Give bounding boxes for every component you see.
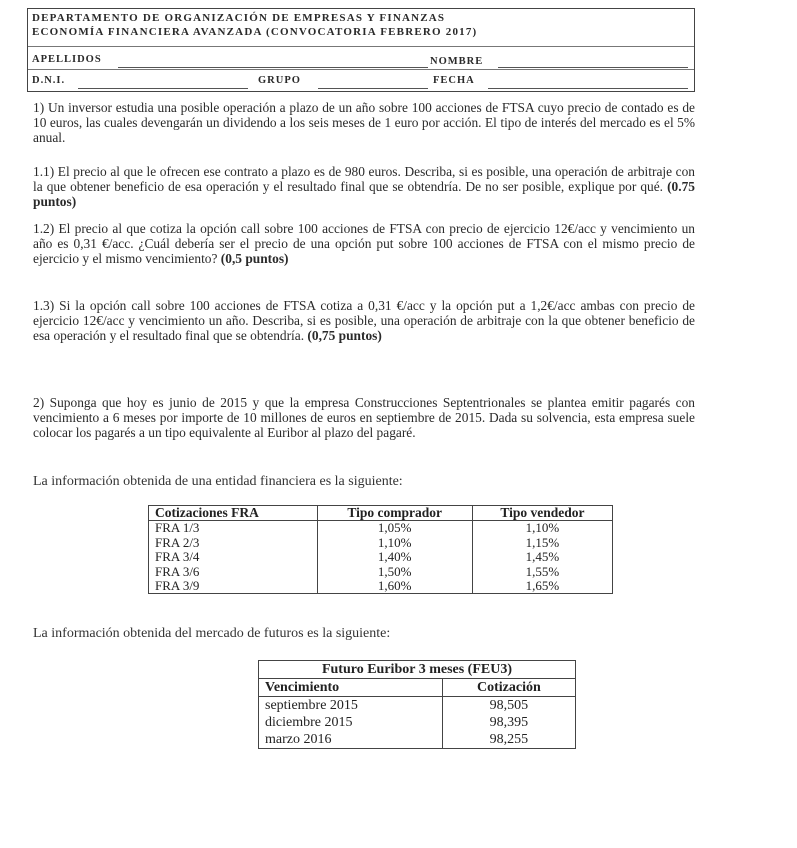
futures-price: 98,255 — [442, 731, 575, 749]
fra-header-row — [149, 506, 613, 521]
futures-price: 98,395 — [442, 714, 575, 731]
fra-name: FRA 1/3 — [149, 521, 318, 536]
futures-caption: Futuro Euribor 3 meses (FEU3) — [259, 661, 576, 679]
table-row — [149, 550, 613, 564]
fra-buy-rate: 1,10% — [317, 536, 472, 550]
fra-buy-rate: 1,60% — [317, 579, 472, 594]
table-row — [259, 731, 576, 749]
fecha-field[interactable] — [488, 88, 688, 89]
table-row — [259, 714, 576, 731]
exam-header — [27, 8, 695, 92]
apellidos-field[interactable] — [118, 67, 428, 68]
table-row — [149, 579, 613, 594]
nombre-field[interactable] — [498, 67, 688, 68]
apellidos-label: APELLIDOS — [32, 54, 102, 65]
futures-intro: La información obtenida del mercado de futuros es la siguiente: — [33, 626, 391, 641]
fra-buy-rate: 1,40% — [317, 550, 472, 564]
futures-maturity: marzo 2016 — [259, 731, 443, 749]
fra-header-comprador: Tipo comprador — [317, 506, 472, 521]
fra-sell-rate: 1,55% — [472, 565, 612, 579]
fra-table — [148, 505, 613, 594]
question-1-2-text: 1.2) El precio al que cotiza la opción call sobre 100 acciones de FTSA con precio de ejercicio 12€/acc y vencimiento un año es 0,31 €/acc. ¿Cuál debería ser el precio de una opción put sobre 100 acciones de FTSA con el mismo precio de ejercicio y el mismo vencimiento? — [33, 221, 695, 266]
fra-name: FRA 3/4 — [149, 550, 318, 564]
fra-header-cotizaciones: Cotizaciones FRA — [149, 506, 318, 521]
question-1-3-points: (0,75 puntos) — [307, 327, 382, 343]
nombre-label: NOMBRE — [430, 56, 484, 67]
question-2-intro: 2) Suponga que hoy es junio de 2015 y que la empresa Construcciones Septentrionales se plantea emitir pagarés con vencimiento a 6 meses por importe de 10 millones de euros en septiembre de 2015. Dada su solvencia, esta empresa suele colocar los pagarés a un tipo equivalente al Euribor al plazo del pagaré. — [33, 395, 695, 440]
fra-sell-rate: 1,10% — [472, 521, 612, 536]
grupo-label: GRUPO — [258, 75, 301, 86]
question-1-intro: 1) Un inversor estudia una posible operación a plazo de un año sobre 100 acciones de FTSA cuyo precio de contado es de 10 euros, las cuales devengarán un dividendo a los seis meses de 1 euro por acción. El tipo de interés del mercado es el 5% anual. — [33, 100, 695, 145]
fra-sell-rate: 1,45% — [472, 550, 612, 564]
grupo-field[interactable] — [318, 88, 428, 89]
dni-field[interactable] — [78, 88, 248, 89]
futures-table — [258, 660, 576, 749]
course-title: ECONOMÍA FINANCIERA AVANZADA (CONVOCATORIA FEBRERO 2017) — [32, 26, 478, 38]
table-row — [149, 521, 613, 536]
question-1-1 — [33, 165, 695, 209]
question-1-3-text: 1.3) Si la opción call sobre 100 acciones de FTSA cotiza a 0,31 €/acc y la opción put a 1,2€/acc ambas con precio de ejercicio 12€/acc y vencimiento un año. Describa, si es posible, una operación de arbitraje con la que obtener beneficio de esa operación y el resultado final que se obtendría. — [33, 298, 695, 343]
table-row — [149, 565, 613, 579]
fecha-label: FECHA — [433, 75, 475, 86]
table-row — [149, 536, 613, 550]
header-divider — [28, 46, 694, 47]
question-1-1-text: 1.1) El precio al que le ofrecen ese contrato a plazo es de 980 euros. Describa, si es posible, una operación de arbitraje con la que obtener beneficio de esa operación y el resultado final que se obtendría. De no ser posible, explique por qué. — [33, 164, 695, 194]
futures-maturity: diciembre 2015 — [259, 714, 443, 731]
fra-sell-rate: 1,15% — [472, 536, 612, 550]
futures-header-row — [259, 679, 576, 697]
futures-header-vencimiento: Vencimiento — [259, 679, 443, 697]
fra-buy-rate: 1,05% — [317, 521, 472, 536]
header-divider-2 — [28, 69, 694, 70]
fra-name: FRA 3/6 — [149, 565, 318, 579]
futures-maturity: septiembre 2015 — [259, 697, 443, 715]
question-1-2-points: (0,5 puntos) — [220, 250, 289, 266]
dni-label: D.N.I. — [32, 75, 66, 86]
fra-header-vendedor: Tipo vendedor — [472, 506, 612, 521]
fra-name: FRA 2/3 — [149, 536, 318, 550]
question-1-3 — [33, 299, 695, 343]
department-title: DEPARTAMENTO DE ORGANIZACIÓN DE EMPRESAS Y FINANZAS — [32, 12, 446, 24]
fra-buy-rate: 1,50% — [317, 565, 472, 579]
fra-intro: La información obtenida de una entidad financiera es la siguiente: — [33, 474, 403, 489]
futures-caption-row — [259, 661, 576, 679]
fra-sell-rate: 1,65% — [472, 579, 612, 594]
futures-price: 98,505 — [442, 697, 575, 715]
table-row — [259, 697, 576, 715]
question-1-2 — [33, 222, 695, 266]
fra-name: FRA 3/9 — [149, 579, 318, 594]
futures-header-cotizacion: Cotización — [442, 679, 575, 697]
question-1-1-points: (0.75 puntos) — [33, 178, 695, 209]
